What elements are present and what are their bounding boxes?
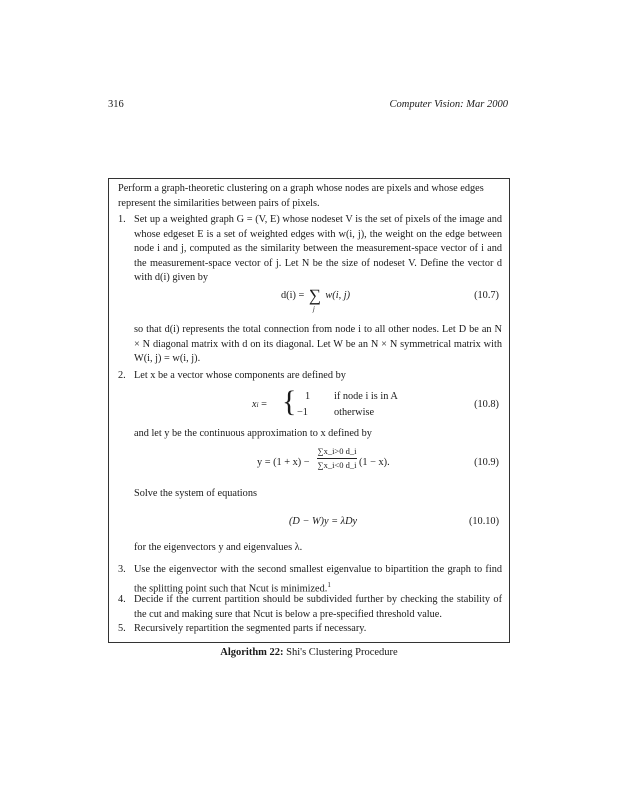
eq-10-7-subscript: j xyxy=(312,305,315,313)
intro-paragraph: Perform a graph-theoretic clustering on a graph whose nodes are pixels and whose edges represent the similarities between pairs of pixels. xyxy=(118,183,484,209)
eq-10-9-fraction xyxy=(317,445,357,472)
step-3-body: Use the eigenvector with the second smallest eigenvalue to bipartition the graph to find the splitting point such that Ncut is minimized. xyxy=(134,564,502,594)
case-1-value: 1 xyxy=(305,391,311,402)
step-3-number: 3. xyxy=(118,564,126,575)
case-1-condition: if node i is in A xyxy=(334,391,398,402)
step-1-number: 1. xyxy=(118,214,126,225)
eq-number-10-8: (10.8) xyxy=(474,399,499,410)
summation-symbol: ∑ xyxy=(308,286,321,305)
eq-10-8-equals: = xyxy=(261,399,267,410)
footnote-mark: 1 xyxy=(327,580,331,589)
equation-10-10: (D − W)y = λDy xyxy=(289,516,358,527)
eq-10-9-rhs: (1 − x). xyxy=(359,457,390,468)
step-3-text xyxy=(134,563,502,596)
equation-10-9 xyxy=(257,445,407,481)
eq-number-10-10: (10.10) xyxy=(468,516,499,527)
fraction-numerator: ∑x_i>0 d_i xyxy=(317,446,357,456)
eq-10-9-lhs: y = (1 + x) − xyxy=(257,457,310,468)
algorithm-caption xyxy=(0,647,618,658)
eq-10-8-subscript: i xyxy=(256,401,259,409)
running-title: Computer Vision: Mar 2000 xyxy=(389,99,508,110)
fraction-denominator: ∑x_i<0 d_i xyxy=(317,460,357,470)
step-2-number: 2. xyxy=(118,370,126,381)
step-2-text: Let x be a vector whose components are defined by xyxy=(134,370,346,381)
step-5-number: 5. xyxy=(118,623,126,634)
case-2-condition: otherwise xyxy=(334,407,375,418)
left-brace: { xyxy=(282,385,297,418)
caption-label: Algorithm 22: xyxy=(220,647,284,658)
page-number: 316 xyxy=(108,99,124,110)
step-1-text-continued: so that d(i) represents the total connection from node i to all other nodes. Let D be an N × N diagonal matrix with d on its diagonal. Let W be an N × N symmetrical matrix with W(i, j) = w(i, j). xyxy=(134,324,502,364)
step-2-text-c: Solve the system of equations xyxy=(134,488,257,499)
caption-title: Shi's Clustering Procedure xyxy=(286,647,398,658)
eq-number-10-9: (10.9) xyxy=(474,457,499,468)
step-4-number: 4. xyxy=(118,594,126,605)
algorithm-box xyxy=(108,178,510,643)
eq-10-7-rhs: w(i, j) xyxy=(325,289,351,301)
case-2-value: −1 xyxy=(297,407,308,418)
step-2-text-d: for the eigenvectors y and eigenvalues λ. xyxy=(134,542,303,553)
step-5-text: Recursively repartition the segmented parts if necessary. xyxy=(134,623,367,634)
eq-10-8-lhs: x xyxy=(252,399,257,410)
step-4-text: Decide if the current partition should be subdivided further by checking the stability of the cut and making sure that Ncut is below a pre-specified threshold value. xyxy=(134,594,502,620)
step-1-text: Set up a weighted graph G = (V, E) whose nodeset V is the set of pixels of the image and whose edgeset E is a set of weighted edges with w(i, j), the weight on the edge between node i and j, computed as the similarity between the measurement-space vector of i and the measurement-space vector of j. Let N be the size of nodeset V. Define the vector d with d(i) given by xyxy=(134,214,502,283)
eq-10-7-lhs: d(i) = xyxy=(281,289,305,301)
step-2-text-b: and let y be the continuous approximation to x defined by xyxy=(134,428,372,439)
eq-number-10-7: (10.7) xyxy=(474,290,499,301)
equation-10-7 xyxy=(281,286,351,313)
